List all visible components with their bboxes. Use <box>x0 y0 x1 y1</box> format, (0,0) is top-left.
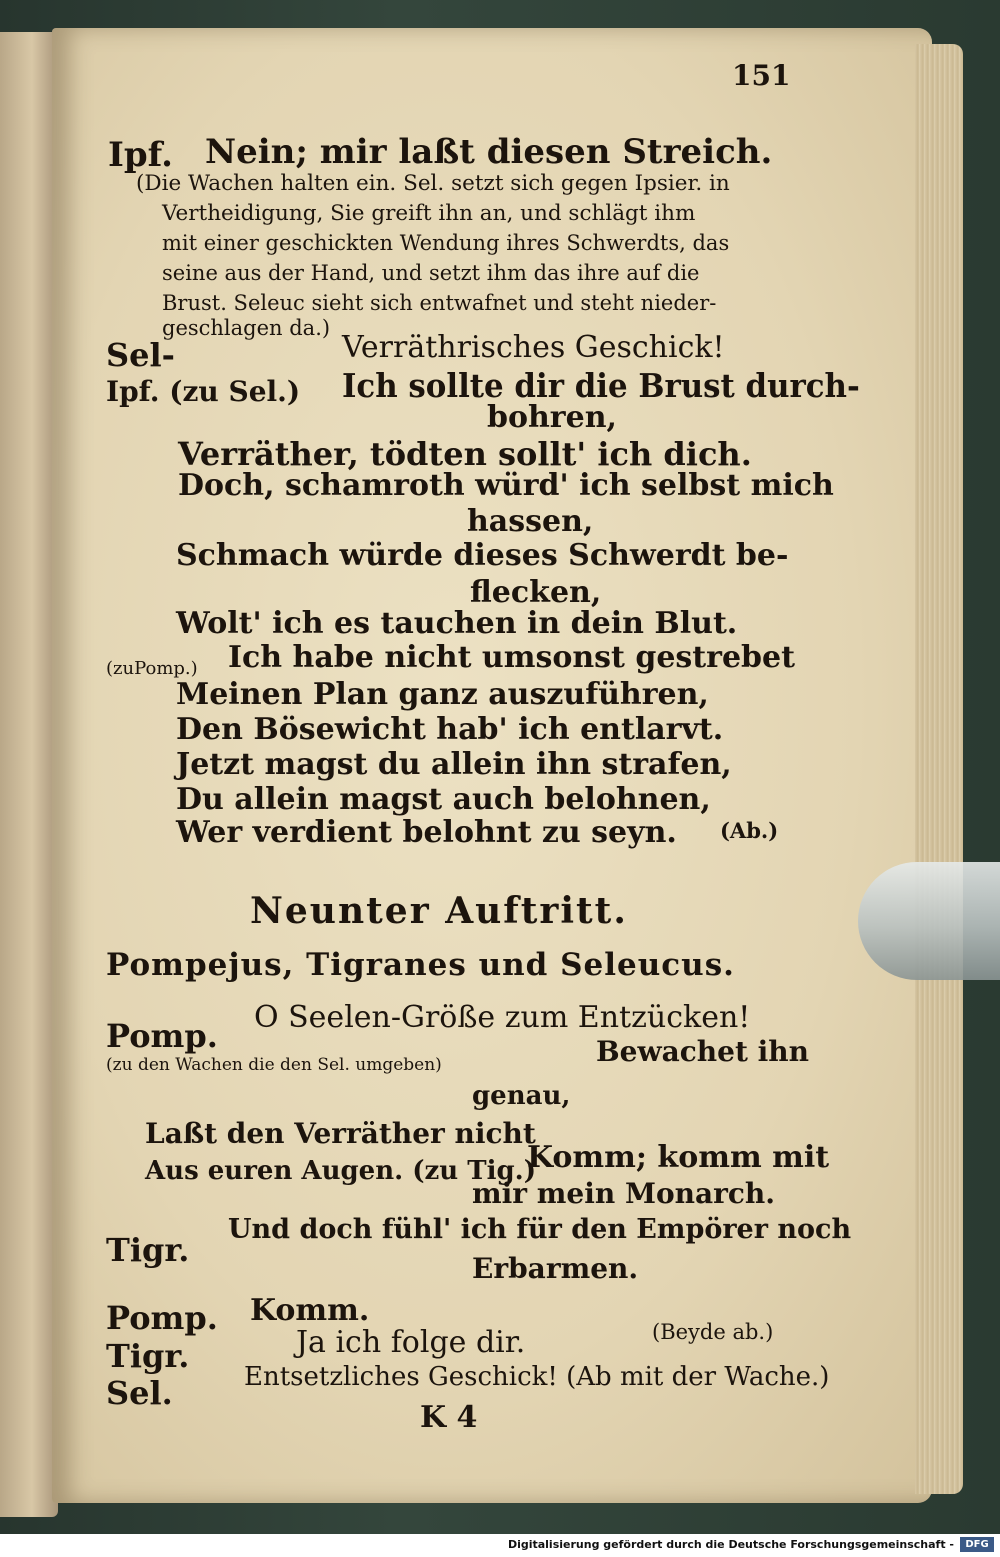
speaker-label: Ipf. <box>108 135 173 175</box>
verse-line: genau, <box>472 1081 571 1111</box>
verse-line: mir mein Monarch. <box>472 1177 776 1210</box>
cast-heading: Pompejus, Tigranes und Seleucus. <box>106 947 735 983</box>
verse-line: hassen, <box>467 504 594 539</box>
footer-bar <box>0 1534 1000 1557</box>
left-page-edge <box>0 32 58 1517</box>
speaker-label: Sel- <box>106 336 175 374</box>
verse-line: Entsetzliches Geschick! (Ab mit der Wache.) <box>244 1362 830 1392</box>
verse-line: Doch, schamroth würd' ich selbst mich <box>178 468 834 503</box>
verse-line: Wolt' ich es tauchen in dein Blut. <box>176 606 738 641</box>
verse-line: Ja ich folge dir. <box>296 1325 526 1360</box>
stage-direction: (Die Wachen halten ein. Sel. setzt sich gegen Ipsier. in <box>136 171 730 196</box>
verse-line: flecken, <box>470 575 602 610</box>
stage-direction: mit einer geschickten Wendung ihres Schwerdts, das <box>162 231 730 255</box>
page-signature: K 4 <box>420 1400 478 1435</box>
verse-line: Nein; mir laßt diesen Streich. <box>205 132 773 172</box>
exit-direction: (Beyde ab.) <box>652 1320 774 1344</box>
verse-line: Den Bösewicht hab' ich entlarvt. <box>176 712 724 747</box>
verse-line: Komm; komm mit <box>527 1140 830 1175</box>
verse-line: Erbarmen. <box>472 1252 639 1285</box>
exit-direction: (Ab.) <box>720 818 779 843</box>
stage-direction: (zuPomp.) <box>106 658 198 679</box>
verse-line: bohren, <box>487 400 617 435</box>
verse-line: Jetzt magst du allein ihn strafen, <box>176 747 732 782</box>
verse-line: Ich sollte dir die Brust durch- <box>342 366 860 405</box>
verse-line: Meinen Plan ganz auszuführen, <box>176 677 709 712</box>
verse-line: Komm. <box>250 1293 370 1328</box>
verse-line: Laßt den Verräther nicht <box>145 1117 536 1150</box>
verse-line: Wer verdient belohnt zu seyn. <box>176 815 677 850</box>
verse-line: Und doch fühl' ich für den Empörer noch <box>228 1214 852 1245</box>
verse-line: Du allein magst auch belohnen, <box>176 782 711 817</box>
dfg-logo: DFG <box>960 1537 994 1552</box>
verse-line: Ich habe nicht umsonst gestrebet <box>228 640 795 675</box>
page-stack-edges <box>915 44 963 1494</box>
verse-line: Verräthrisches Geschick! <box>342 330 725 365</box>
speaker-label: Tigr. <box>106 1337 190 1375</box>
verse-line: O Seelen-Größe zum Entzücken! <box>254 1000 751 1035</box>
speaker-label: Pomp. <box>106 1017 218 1055</box>
verse-line: Aus euren Augen. (zu Tig.) <box>145 1156 536 1186</box>
scene-heading: Neunter Auftritt. <box>250 890 628 932</box>
page-number: 151 <box>732 59 791 92</box>
speaker-label: Sel. <box>106 1374 173 1412</box>
verse-line: Schmach würde dieses Schwerdt be- <box>176 538 789 573</box>
speaker-label: Tigr. <box>106 1231 190 1269</box>
stage-direction: (zu den Wachen die den Sel. umgeben) <box>106 1055 442 1075</box>
verse-line: Bewachet ihn <box>596 1035 809 1068</box>
stage-direction: geschlagen da.) <box>162 316 331 340</box>
funding-credit: Digitalisierung gefördert durch die Deutsche Forschungsgemeinschaft - <box>507 1538 954 1551</box>
speaker-label: Pomp. <box>106 1299 218 1337</box>
verse-line: Verräther, tödten sollt' ich dich. <box>178 435 752 473</box>
book-clip <box>858 862 1000 980</box>
stage-direction: Brust. Seleuc sieht sich entwafnet und steht nieder- <box>162 291 717 315</box>
stage-direction: seine aus der Hand, und setzt ihm das ihre auf die <box>162 261 700 285</box>
speaker-label: Ipf. (zu Sel.) <box>106 375 301 408</box>
stage-direction: Vertheidigung, Sie greift ihn an, und schlägt ihm <box>162 201 696 226</box>
